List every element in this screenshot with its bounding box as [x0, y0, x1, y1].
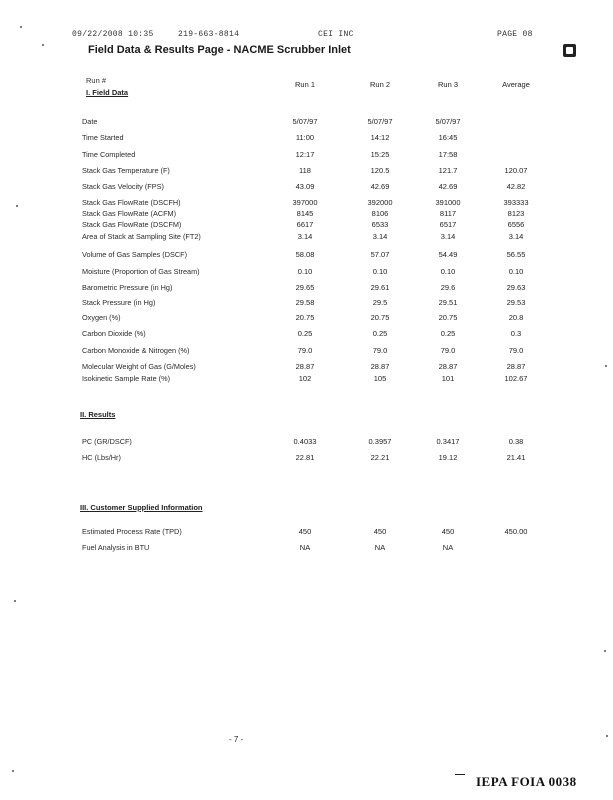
cell-run3: 79.0	[440, 346, 456, 355]
cell-run1: 5/07/97	[292, 117, 318, 126]
cell-run1: 118	[299, 166, 311, 175]
row-label: Molecular Weight of Gas (G/Moles)	[82, 362, 196, 371]
cell-run2: 105	[373, 374, 387, 383]
cell-average: 28.87	[506, 362, 526, 371]
row-label: Stack Gas Temperature (F)	[82, 166, 170, 175]
cell-run2: NA	[374, 543, 386, 552]
row-label: Carbon Dioxide (%)	[82, 329, 146, 338]
cell-run1: 397000	[292, 198, 318, 207]
page-number: - 7 -	[229, 735, 244, 744]
cell-run1: 29.65	[295, 283, 315, 292]
cell-run2: 22.21	[370, 453, 390, 462]
section-field-data: I. Field Data	[86, 88, 129, 97]
cell-average: 393333	[503, 198, 529, 207]
column-run2: Run 2	[369, 80, 390, 89]
cell-run3: 42.69	[438, 182, 458, 191]
cell-run2: 8106	[371, 209, 389, 218]
cell-run1: 11:00	[295, 133, 315, 142]
cell-run2: 3.14	[372, 232, 388, 241]
scan-speck	[42, 44, 44, 46]
cell-average: 6556	[507, 220, 525, 229]
row-label: Fuel Analysis in BTU	[82, 543, 150, 552]
cell-run1: 0.25	[297, 329, 313, 338]
cell-run2: 29.5	[372, 298, 388, 307]
cell-run3: 450	[441, 527, 455, 536]
footer-dash	[455, 774, 465, 775]
cell-run2: 79.0	[372, 346, 388, 355]
cell-run3: 8117	[439, 209, 457, 218]
cell-run3: 0.10	[440, 267, 456, 276]
row-label: Date	[82, 117, 98, 126]
cell-run1: 6617	[296, 220, 314, 229]
cell-run2: 15:25	[370, 150, 390, 159]
cell-run1: 43.09	[295, 182, 315, 191]
cell-run2: 450	[373, 527, 387, 536]
cell-average: 29.53	[506, 298, 526, 307]
cell-run3: 19.12	[438, 453, 458, 462]
row-label: Stack Gas FlowRate (DSCFM)	[82, 220, 182, 229]
scan-speck	[605, 365, 607, 367]
cell-run1: 8145	[296, 209, 314, 218]
row-label: Volume of Gas Samples (DSCF)	[82, 250, 188, 259]
cell-run1: 20.75	[295, 313, 315, 322]
row-label: PC (GR/DSCF)	[82, 437, 132, 446]
cell-run3: 17:58	[438, 150, 458, 159]
cell-average: 56.55	[506, 250, 526, 259]
cell-average: 21.41	[506, 453, 526, 462]
column-run1: Run 1	[294, 80, 315, 89]
cell-run1: NA	[299, 543, 311, 552]
cell-average: 0.3	[510, 329, 522, 338]
section-customer-info: III. Customer Supplied Information	[80, 503, 203, 512]
row-label: Estimated Process Rate (TPD)	[82, 527, 182, 536]
cell-run3: 6517	[439, 220, 457, 229]
cell-average: 0.38	[508, 437, 524, 446]
cell-run1: 58.08	[295, 250, 315, 259]
cell-run1: 102	[298, 374, 312, 383]
cell-average: 8123	[507, 209, 525, 218]
cell-run3: 0.25	[440, 329, 456, 338]
footer-stamp: IEPA FOIA 0038	[476, 774, 577, 789]
section-results: II. Results	[80, 410, 116, 419]
cell-run2: 20.75	[370, 313, 390, 322]
cell-run2: 57.07	[370, 250, 390, 259]
cell-run2: 42.69	[370, 182, 390, 191]
cell-average: 29.63	[506, 283, 526, 292]
row-label: Time Completed	[82, 150, 136, 159]
cell-run1: 3.14	[297, 232, 313, 241]
cell-average: 102.67	[504, 374, 528, 383]
row-label: Isokinetic Sample Rate (%)	[82, 374, 171, 383]
cell-run3: 29.51	[438, 298, 458, 307]
cell-run1: 22.81	[295, 453, 315, 462]
row-label: Stack Gas FlowRate (DSCFH)	[82, 198, 181, 207]
cell-run3: 29.6	[440, 283, 456, 292]
row-label: Stack Pressure (in Hg)	[82, 298, 156, 307]
cell-average: 0.10	[508, 267, 524, 276]
fax-phone: 219-663-8814	[178, 30, 240, 39]
document-stamp-icon	[563, 44, 576, 57]
row-label: Barometric Pressure (in Hg)	[82, 283, 173, 292]
cell-run3: 54.49	[438, 250, 458, 259]
row-label: HC (Lbs/Hr)	[82, 453, 121, 462]
row-label: Area of Stack at Sampling Site (FT2)	[82, 232, 201, 241]
cell-run2: 29.61	[370, 283, 390, 292]
scan-speck	[604, 650, 606, 652]
row-label: Oxygen (%)	[82, 313, 121, 322]
column-average: Average	[502, 80, 530, 89]
row-label: Time Started	[82, 133, 124, 142]
cell-run3: 28.87	[438, 362, 458, 371]
scan-speck	[20, 26, 22, 28]
cell-run2: 120.5	[370, 166, 390, 175]
cell-run2: 14:12	[370, 133, 390, 142]
scan-speck	[14, 600, 16, 602]
cell-run2: 6533	[371, 220, 389, 229]
cell-run1: 29.58	[295, 298, 315, 307]
cell-run3: 3.14	[440, 232, 456, 241]
cell-run2: 5/07/97	[367, 117, 393, 126]
cell-run1: 0.10	[297, 267, 313, 276]
scan-speck	[16, 205, 18, 207]
fax-page: PAGE 08	[497, 30, 533, 39]
cell-run2: 0.3957	[368, 437, 392, 446]
cell-run3: 20.75	[438, 313, 458, 322]
cell-run1: 12:17	[295, 150, 315, 159]
cell-run3: 101	[441, 374, 455, 383]
column-run3: Run 3	[437, 80, 458, 89]
cell-run1: 0.4033	[293, 437, 317, 446]
row-label: Carbon Monoxide & Nitrogen (%)	[82, 346, 190, 355]
cell-run3: 391000	[435, 198, 461, 207]
cell-average: 3.14	[508, 232, 524, 241]
cell-average: 79.0	[508, 346, 524, 355]
cell-run3: NA	[442, 543, 454, 552]
cell-average: 120.07	[504, 166, 528, 175]
cell-run3: 0.3417	[436, 437, 460, 446]
fax-company: CEI INC	[318, 30, 354, 39]
cell-run2: 28.87	[370, 362, 390, 371]
scan-speck	[12, 770, 14, 772]
cell-average: 20.8	[508, 313, 524, 322]
cell-run1: 28.87	[295, 362, 315, 371]
scan-speck	[606, 735, 608, 737]
cell-average: 42.82	[506, 182, 526, 191]
cell-average: 450.00	[504, 527, 528, 536]
cell-run3: 5/07/97	[435, 117, 461, 126]
cell-run2: 392000	[367, 198, 393, 207]
cell-run1: 450	[298, 527, 312, 536]
row-label: Stack Gas FlowRate (ACFM)	[82, 209, 177, 218]
row-label: Stack Gas Velocity (FPS)	[82, 182, 164, 191]
page-title: Field Data & Results Page - NACME Scrubber Inlet	[88, 44, 351, 56]
cell-run2: 0.25	[372, 329, 388, 338]
cell-run3: 121.7	[438, 166, 458, 175]
run-number-label: Run #	[86, 76, 107, 85]
cell-run3: 16:45	[438, 133, 458, 142]
row-label: Moisture (Proportion of Gas Stream)	[82, 267, 200, 276]
cell-run2: 0.10	[372, 267, 388, 276]
cell-run1: 79.0	[297, 346, 313, 355]
fax-datetime: 09/22/2008 10:35	[72, 30, 154, 39]
